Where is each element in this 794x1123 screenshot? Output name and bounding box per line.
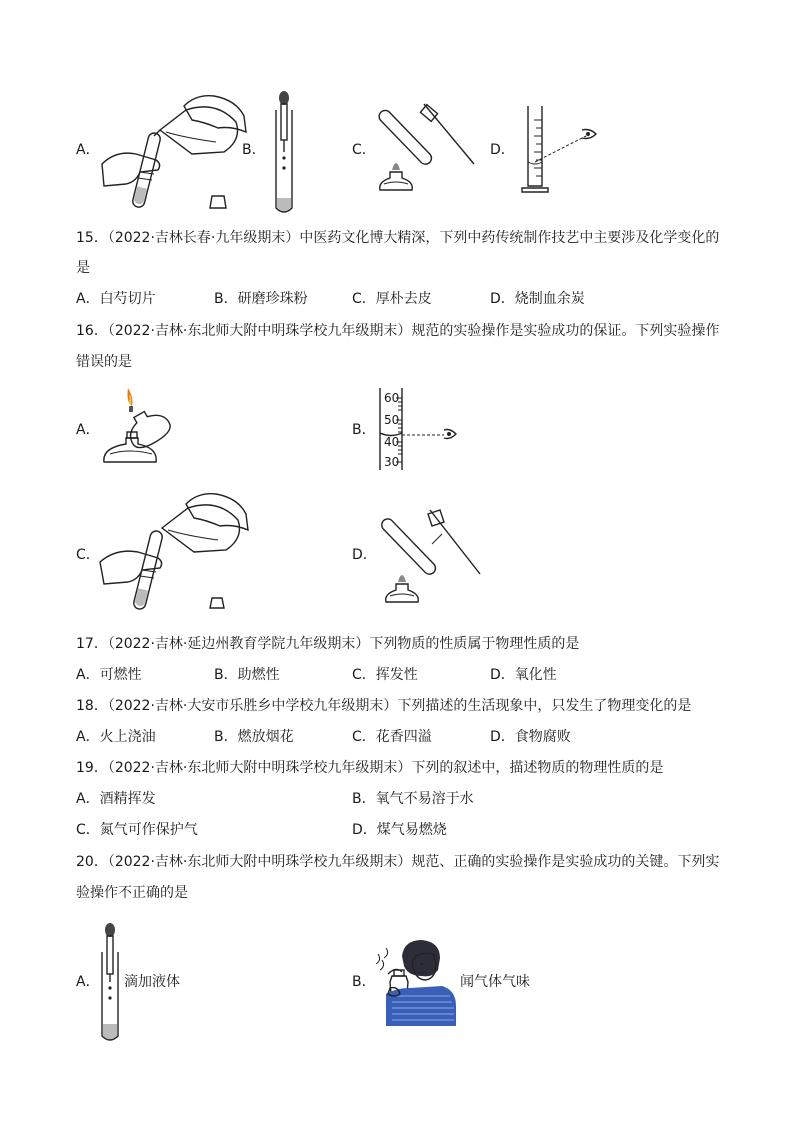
q17-option-a[interactable]: A．可燃性 [76,667,142,683]
q14-c-heating-tube-figure [370,98,480,198]
q14-a-pouring-liquid-figure [96,92,246,217]
q18-option-a[interactable]: A．火上浇油 [76,729,156,745]
q18-option-c[interactable]: C．花香四溢 [352,729,432,745]
q20-question-line2: 验操作不正确的是 [76,885,188,901]
q18-question-line1: 18．（2022·吉林·大安市乐胜乡中学校九年级期末）下列描述的生活现象中，只发生了物理变化的是 [76,698,692,714]
q19-option-d[interactable]: D．煤气易燃烧 [352,822,447,838]
q19-option-c[interactable]: C．氮气可作保护气 [76,822,198,838]
q14-b-dropper-figure [272,90,296,216]
q16-b-tick-label-60: 60 [384,391,400,405]
q18-option-d[interactable]: D．食物腐败 [490,729,571,745]
q17-question-line1: 17．（2022·吉林·延边州教育学院九年级期末）下列物质的性质属于物理性质的是 [76,636,580,652]
q16-d-heating-tube-figure [374,504,486,610]
q14-option-a-label: A． [76,142,100,158]
q16-option-a-label: A． [76,422,100,438]
q16-option-d-label: D． [352,547,377,563]
q15-option-c[interactable]: C．厚朴去皮 [352,291,432,307]
q16-a-lighting-lamp-figure [98,384,178,474]
q20-a-dropper-figure [98,922,122,1044]
q15-option-a[interactable]: A．白芍切片 [76,291,156,307]
q15-option-b[interactable]: B．研磨珍珠粉 [214,291,308,307]
q15-question-line2: 是 [76,260,90,276]
q15-question-line1: 15．（2022·吉林长春·九年级期末）中医药文化博大精深，下列中药传统制作技艺中主要涉及化学变化的 [76,230,720,246]
q20-option-a-label: A． [76,974,100,990]
q16-option-c-label: C． [76,547,100,563]
q16-b-tick-label-50: 50 [384,413,400,427]
q16-option-b-label: B． [352,422,376,438]
q14-d-graduated-cylinder-figure [520,100,600,196]
q14-option-d-label: D． [490,142,515,158]
q18-option-b[interactable]: B．燃放烟花 [214,729,294,745]
q17-option-b[interactable]: B．助燃性 [214,667,280,683]
q20-question-line1: 20．（2022·吉林·东北师大附中明珠学校九年级期末）规范、正确的实验操作是实验成功的关键。下列实 [76,854,720,870]
q16-b-tick-label-30: 30 [384,455,400,469]
q20-b-caption: 闻气体气味 [460,974,530,990]
q20-option-b-label: B． [352,974,376,990]
q20-b-smelling-gas-figure [372,936,458,1026]
q19-question-line1: 19．（2022·吉林·东北师大附中明珠学校九年级期末）下列的叙述中，描述物质的物理性质的是 [76,760,664,776]
q16-b-tick-label-40: 40 [384,435,400,449]
q14-option-c-label: C． [352,142,376,158]
q19-option-b[interactable]: B．氧气不易溶于水 [352,791,474,807]
q19-option-a[interactable]: A．酒精挥发 [76,791,156,807]
q16-c-pouring-liquid-figure [98,490,248,615]
q20-a-caption: 滴加液体 [124,974,180,990]
q16-question-line2: 错误的是 [76,354,132,370]
q15-option-d[interactable]: D．烧制血余炭 [490,291,585,307]
q17-option-c[interactable]: C．挥发性 [352,667,418,683]
q16-question-line1: 16．（2022·吉林·东北师大附中明珠学校九年级期末）规范的实验操作是实验成功的保证。下列实验操作 [76,323,720,339]
q14-option-b-label: B． [242,142,266,158]
q17-option-d[interactable]: D．氧化性 [490,667,557,683]
